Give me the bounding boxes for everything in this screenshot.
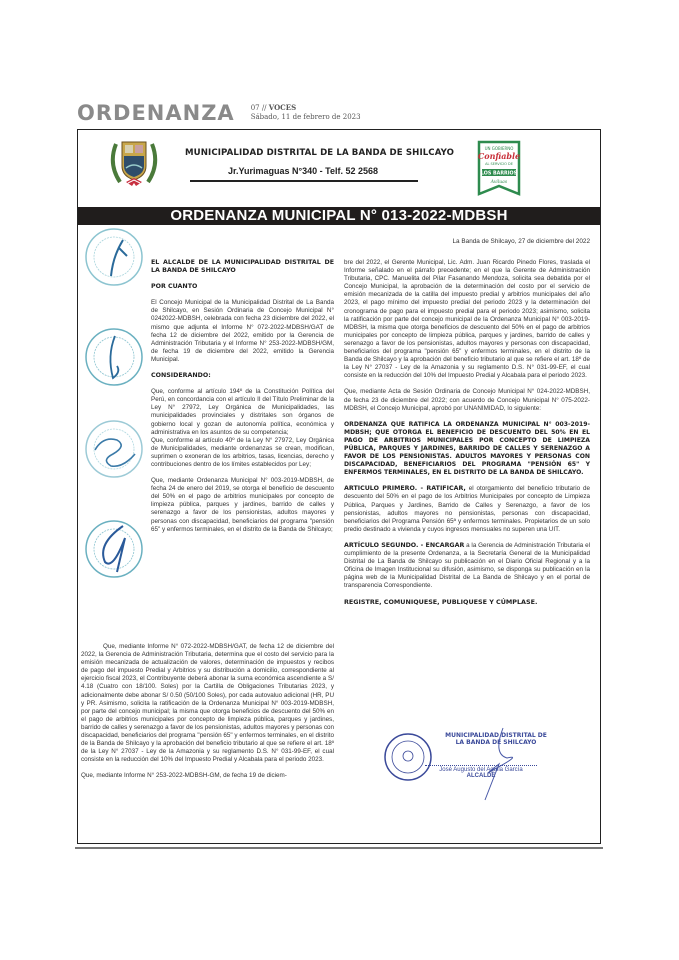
signature-institution: MUNICIPALIDAD DISTRITAL DE LA BANDA DE SHILCAYO bbox=[445, 732, 547, 746]
letterhead bbox=[78, 130, 600, 207]
paragraph: Que, mediante Ordenanza Municipal N° 003-2019-MDBSH, de fecha 24 de enero del 2019, se otorga el beneficio de descuento del 50% en el pago de arbitrios municipales por concepto de limpieza pública, parques y jardines, barrido de calles y serenazgo a favor de los pensionistas, adultos mayores y personas con discapacidad, beneficiarios del programa "pensión 65" y enfermos terminales, en el distrito de la Banda de Shilcayo; bbox=[151, 477, 334, 533]
address-underline bbox=[190, 180, 418, 182]
paragraph: El Concejo Municipal de la Municipalidad Distrital de La Banda de Shilcayo, en Sesión Ordinaria de Concejo Municipal N° 0242022-MDBSH, celebrada con fecha 23 diciembre del 2022, el mismo que adjunta el Informe N° 072-2022-MDBSH/GAT de fecha 12 de diciembre del 2022, emitido por la Gerencia de Administración Tributaria y el Informe N° 253-2022-MDBSH/GM, de fecha 19 de diciembre del 2022, emitido la Gerencia Municipal. bbox=[151, 299, 334, 363]
masthead bbox=[77, 98, 361, 124]
paragraph: Que, mediante Informe N° 253-2022-MDBSH-GM, de fecha 19 de diciem- bbox=[81, 772, 287, 780]
paragraph: Que, conforme al artículo 194º de la Constitución Política del Perú, en concordancia con el artículo II del Título Preliminar de la Ley N° 27972, Ley Orgánica de Municipalidades, las municipalidades provinciales y distritales son órganos de gobierno local y gozan de autonomía política, económica y administrativa en los asuntos de su competencia; bbox=[151, 388, 334, 436]
mayor-signature-block bbox=[383, 724, 563, 804]
government-badge-icon bbox=[477, 140, 521, 196]
official-stamp-icon bbox=[83, 518, 145, 580]
badge-line3: AL SERVICIO DE bbox=[485, 162, 513, 166]
issue-date: Sábado, 11 de febrero de 2023 bbox=[250, 113, 361, 121]
official-stamp-icon bbox=[83, 418, 145, 480]
place-date: La Banda de Shilcayo, 27 de diciembre del 2022 bbox=[452, 238, 590, 245]
article-second bbox=[344, 542, 590, 591]
issuer-heading: EL ALCALDE DE LA MUNICIPALIDAD DISTRITAL DE LA BANDA DE SHILCAYO bbox=[151, 259, 334, 275]
ordinance-resolution: ORDENANZA QUE RATIFICA LA ORDENANZA MUNICIPAL N° 003-2019-MDBSH; QUE OTORGA EL BENEFICIO DE DESCUENTO DEL 50% EN EL PAGO DE ARBITRIOS MUNICIPALES POR CONCEPTO DE LIMPIEZA PÚBLICA, PARQUES Y JARDINES, BARRIDO DE CALLES Y SERENAZGO A FAVOR DE LOS PENSIONISTAS. ADULTOS MAYORES Y PERSONAS CON DISCAPACIDAD, BENEFICIARIOS DEL PROGRAMA "PENSIÓN 65" Y ENFERMOS TERMINALES, EN EL DISTRITO DE LA BANDA DE SHILCAYO. bbox=[344, 420, 590, 477]
page-bottom-rule bbox=[75, 847, 603, 849]
article-second-label: ARTÍCULO SEGUNDO. - ENCARGAR bbox=[344, 541, 465, 549]
badge-line5: Aviluas bbox=[490, 180, 508, 185]
article-first-text: el otorgamiento del beneficio tributario de descuento del 50% en el pago de los Arbitrios Municipales por concepto de Limpieza Pública, Parques y Jardines, Barrido de Calles y Serenazgo, a favor de los pensionistas, adultos mayores no pensionistas, personas con discapacidad, beneficiarios del Programa Pensión 65ª y enfermos terminales. Propietarios de un solo predio destinado a vivienda y cuyos ingresos mensuales no superen una UIT. bbox=[344, 485, 591, 533]
mayor-name: José Augusto del Aguila García bbox=[425, 765, 537, 773]
badge-line1: UN GOBIERNO bbox=[484, 146, 514, 151]
ordinance-title: ORDENANZA MUNICIPAL N° 013-2022-MDBSH bbox=[78, 207, 600, 225]
municipal-crest-icon bbox=[106, 136, 162, 192]
issue-meta bbox=[251, 103, 361, 124]
paragraph: Que, mediante Acta de Sesión Ordinaria de Concejo Municipal N° 024-2022-MDBSH, de fecha 23 de diciembre del 2022; con acuerdo de Concejo Municipal N° 075-2022-MDBSH, el Concejo Municipal, aprobó por UNANIMIDAD, lo siguiente: bbox=[344, 388, 590, 412]
left-column-continued bbox=[81, 643, 334, 789]
badge-line2: Confiable bbox=[477, 151, 521, 161]
left-column bbox=[151, 259, 334, 542]
mayor-role: ALCALDE bbox=[466, 773, 496, 779]
page-number: 07 // bbox=[250, 104, 267, 112]
paragraph: Que, mediante Informe N° 072-2022-MDBSH/GAT, de fecha 12 de diciembre del 2022, la Gerencia de Administración Tributaria, determina que el costo del servicio para la emisión mecanizada de actualización de valores, determinación de impuestos y recibos de pago del impuesto Predial y Arbitrios y su distribución a domicilio, correspondiente al ejercicio fiscal 2023, el Contribuyente deberá abonar la suma económica ascendiente a S/ 4.18 (Cuatro con 18/100. Soles) por la Cartilla de Obligaciones Tributarias 2023, y adicionalmente debe abonar S/ 0.50 (50/100 Soles), por cada autovaluo adicional (HR, PU y PR. Asimismo, solicita la ratificación de la Ordenanza Municipal N° 003-2019-MDBSH, por parte del concejo municipal; la misma que otorga beneficios de descuento del 50% en el pago de arbitrios municipales por concepto de limpieza pública, parques y jardines, barrido de calles y serenazgo a favor de los pensionistas, adultos mayores y personas con discapacidad, beneficiarios del programa "pensión 65" y enfermos terminales, en el distrito de la Banda de Shilcayo y la aprobación del beneficio tributario al que se refiere el art. 18º de la Ley N° 27037 - Ley de la Amazonia y su reglamento D.S. N° 031-99-EF, el cual consiste en la reducción del 10% del Impuesto Predial y Alcabala para el periodo 2023. bbox=[81, 643, 334, 764]
handwritten-signature-icon bbox=[463, 724, 533, 802]
badge-line4: LOS BARRIOS bbox=[480, 171, 518, 177]
considerando-heading: CONSIDERANDO: bbox=[151, 372, 211, 380]
article-first-label: ARTICULO PRIMERO. - RATIFICAR, bbox=[344, 485, 466, 493]
official-stamp-icon bbox=[83, 326, 145, 388]
section-name: ORDENANZA bbox=[77, 101, 235, 125]
publication-name: VOCES bbox=[268, 103, 297, 112]
closing-formula: REGISTRE, COMUNIQUESE, PUBLIQUESE Y CÚMPLASE. bbox=[344, 598, 538, 607]
municipality-address: Jr.Yurimaguas N°340 - Telf. 52 2568 bbox=[228, 166, 379, 176]
paragraph: Que, conforme al artículo 40º de la Ley N° 27972, Ley Orgánica de Municipalidades, mediante ordenanzas se crean, modifican, suprimen o exoneran de los arbitrios, tasas, licencias, derecho y contribuciones dentro de los límites establecidos por Ley; bbox=[151, 436, 334, 468]
municipality-name: MUNICIPALIDAD DISTRITAL DE LA BANDA DE SHILCAYO bbox=[185, 148, 455, 158]
por-cuanto-heading: POR CUANTO bbox=[151, 283, 198, 291]
ordinance-frame bbox=[77, 129, 601, 844]
right-column bbox=[344, 259, 590, 615]
article-first bbox=[344, 485, 590, 534]
official-stamp-icon bbox=[83, 226, 145, 288]
paragraph: bre del 2022, el Gerente Municipal, Lic. Adm. Juan Ricardo Pinedo Flores, traslada el Informe señalado en el párrafo precedente; en el que la Gerente de Administración Tributaria, CPC. Manuelita del Pilar Fasanando Mendoza, solicita sea debatida por el Concejo Municipal, la aprobación de la determinación del costo por el servicio de emisión mecanizada de la catilla del impuesto predial y arbitrios municipales del año 2023, el pago mínimo del impuesto predial del periodo 2023 y la determinación del cronograma de pago para el impuesto predial para el periodo 2023; asimismo, solicita la ratificación por parte del concejo municipal de la Ordenanza Municipal N° 003-2019-MDBSH, la misma que otorga beneficios de descuento del 50% en el pago de arbitrios municipales por concepto de limpieza pública, parques y jardines, barrido de calles y serenazgo a favor de los pensionistas, adultos mayores y personas con discapacidad, beneficiarios del programa "pensión 65" y enfermos terminales, en el distrito de la Banda de Shilcayo y la aprobación del beneficio tributario al que se refiere el art. 18º de la Ley N° 27037 - Ley de la Amazonia y su reglamento D.S. N° 031-99-EF, el cual consiste en la reducción del 10% del Impuesto Predial y Alcabala para el periodo 2023. bbox=[344, 259, 590, 380]
article-second-text: a la Gerencia de Administración Tributaria el cumplimiento de la presente Ordenanza, a la Secretaría General de la Municipalidad Distrital de La Banda de Shilcayo su publicación en el Diario Oficial Regional y a la Oficina de Imagen Institucional su difusión, asimismo, se disponga su publicación en la página web de la Municipalidad Distrital de La Banda de Shilcayo y en el portal de transparencia Correspondiente. bbox=[344, 541, 590, 590]
